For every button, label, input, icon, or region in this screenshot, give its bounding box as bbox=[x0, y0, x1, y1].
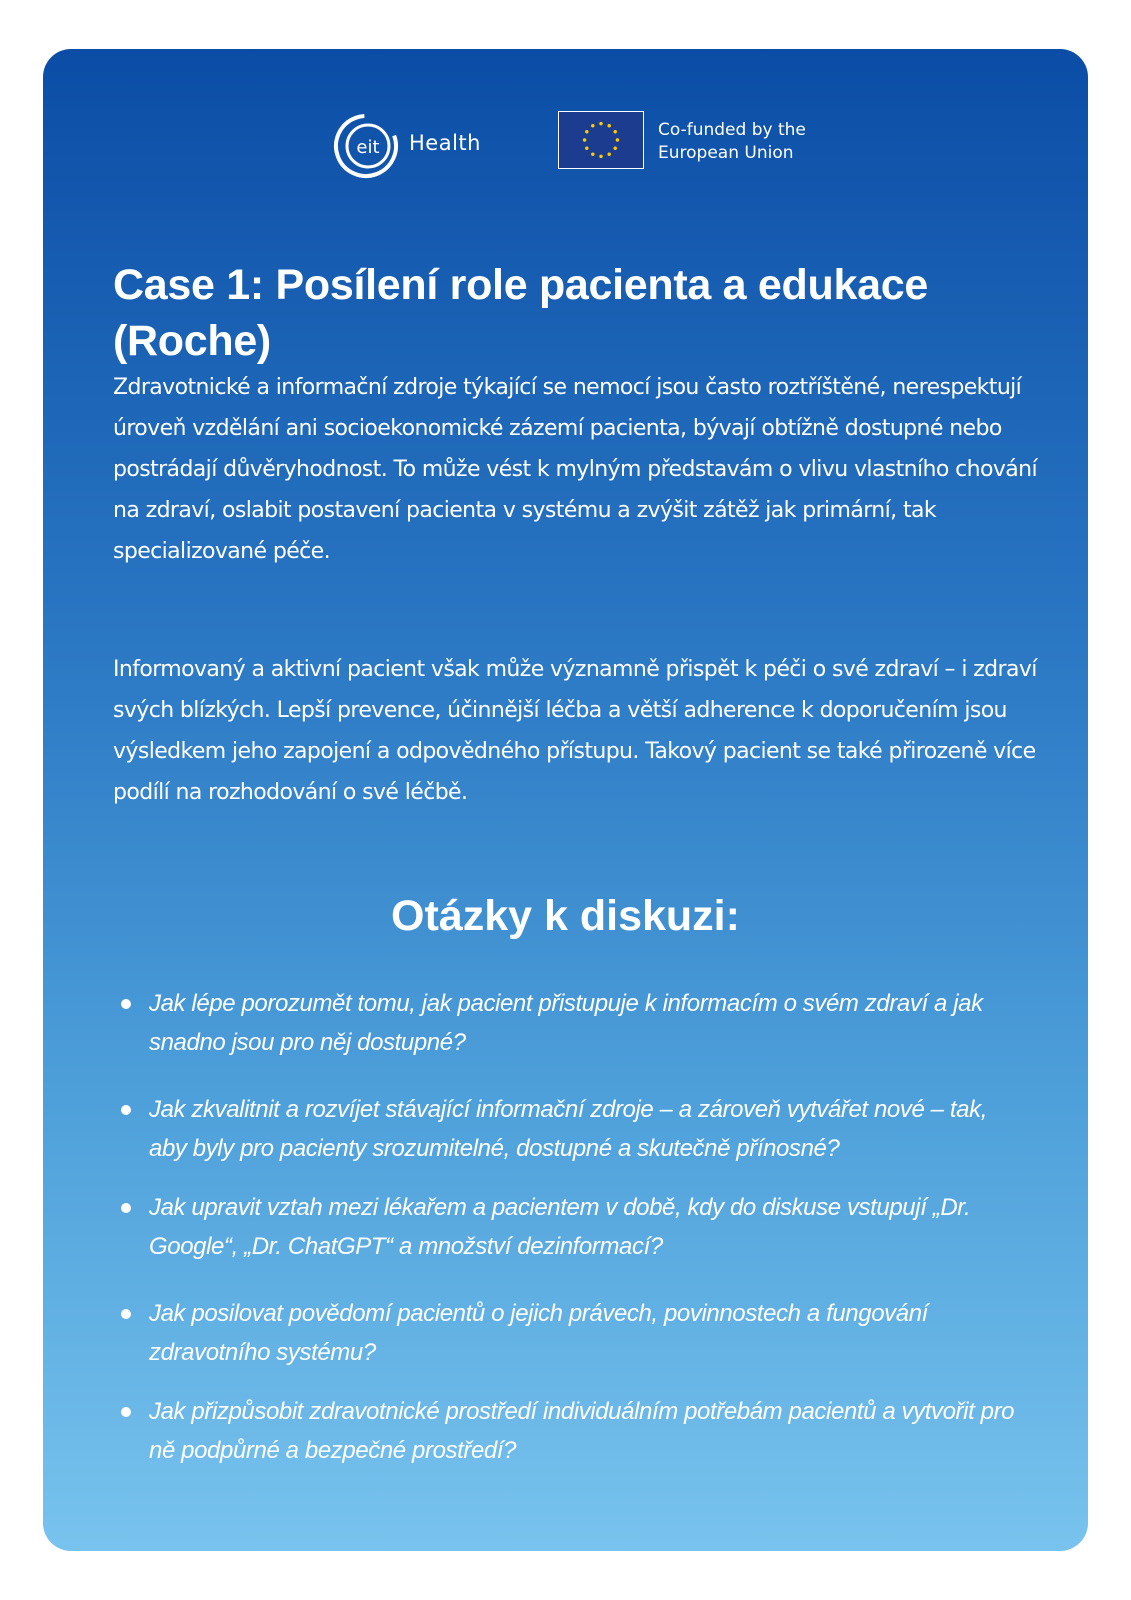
eu-star-icon bbox=[585, 146, 588, 149]
bullet-icon bbox=[121, 999, 131, 1009]
eu-star-icon bbox=[607, 152, 610, 155]
eu-star-icon bbox=[585, 130, 588, 133]
eu-star-icon bbox=[599, 155, 602, 158]
question-item bbox=[121, 1188, 1021, 1266]
discussion-heading: Otázky k diskuzi: bbox=[391, 892, 740, 940]
question-item bbox=[121, 984, 1021, 1062]
eu-star-icon bbox=[583, 138, 586, 141]
eu-line-2: European Union bbox=[658, 143, 794, 163]
question-item bbox=[121, 1392, 1021, 1470]
bullet-icon bbox=[121, 1407, 131, 1417]
eit-health-logo bbox=[333, 113, 399, 179]
case-card bbox=[43, 49, 1088, 1551]
eu-star-icon bbox=[613, 146, 616, 149]
bullet-icon bbox=[121, 1203, 131, 1213]
eit-mark: eit bbox=[356, 137, 380, 158]
second-paragraph: Informovaný a aktivní pacient však může významně přispět k péči o své zdraví – i zdraví svých blízkých. Lepší prevence, účinnější léčba a větší adherence k doporučením jsou výsledkem jeho zapojení a odpovědného přístupu. Takový pacient se také přirozeně více podílí na rozhodování o své léčbě. bbox=[113, 657, 1037, 805]
question-text: Jak zkvalitnit a rozvíjet stávající informační zdroje – a zároveň vytvářet nové – tak, aby byly pro pacienty srozumitelné, dostupné a skutečně přínosné? bbox=[149, 1096, 987, 1162]
question-text: Jak posilovat povědomí pacientů o jejich právech, povinnostech a fungování zdravotního systému? bbox=[149, 1300, 928, 1366]
bullet-icon bbox=[121, 1105, 131, 1115]
eu-star-icon bbox=[591, 124, 594, 127]
eu-star-icon bbox=[591, 152, 594, 155]
eu-star-icon bbox=[616, 138, 619, 141]
intro-paragraph: Zdravotnické a informační zdroje týkající se nemocí jsou často roztříštěné, nerespektují úroveň vzdělání ani socioekonomické zázemí pacienta, bývají obtížně dostupné nebo postrádají důvěryhodnost. To může vést k mylným představám o vlivu vlastního chování na zdraví, oslabit postavení pacienta v systému a zvýšit zátěž jak primární, tak specializované péče. bbox=[113, 375, 1037, 564]
question-text: Jak přizpůsobit zdravotnické prostředí individuálním potřebám pacientů a vytvořit pro ně podpůrné a bezpečné prostředí? bbox=[149, 1398, 1015, 1464]
eu-star-icon bbox=[599, 122, 602, 125]
eu-star-icon bbox=[607, 124, 610, 127]
eit-health-label: Health bbox=[409, 131, 481, 155]
question-item bbox=[121, 1090, 1021, 1168]
bullet-icon bbox=[121, 1309, 131, 1319]
case-title: Case 1: Posílení role pacienta a edukace (Roche) bbox=[113, 261, 928, 365]
eu-cofunded-label bbox=[658, 119, 806, 165]
question-item bbox=[121, 1294, 1021, 1372]
eu-line-1: Co-funded by the bbox=[658, 120, 806, 140]
eu-star-icon bbox=[613, 130, 616, 133]
eu-flag-icon bbox=[558, 111, 644, 169]
question-text: Jak upravit vztah mezi lékařem a pacientem v době, kdy do diskuse vstupují „Dr. Google“, „Dr. ChatGPT“ a množství dezinformací? bbox=[149, 1194, 971, 1260]
question-text: Jak lépe porozumět tomu, jak pacient přistupuje k informacím o svém zdraví a jak snadno jsou pro něj dostupné? bbox=[149, 990, 983, 1056]
logo-bar bbox=[43, 111, 1088, 181]
